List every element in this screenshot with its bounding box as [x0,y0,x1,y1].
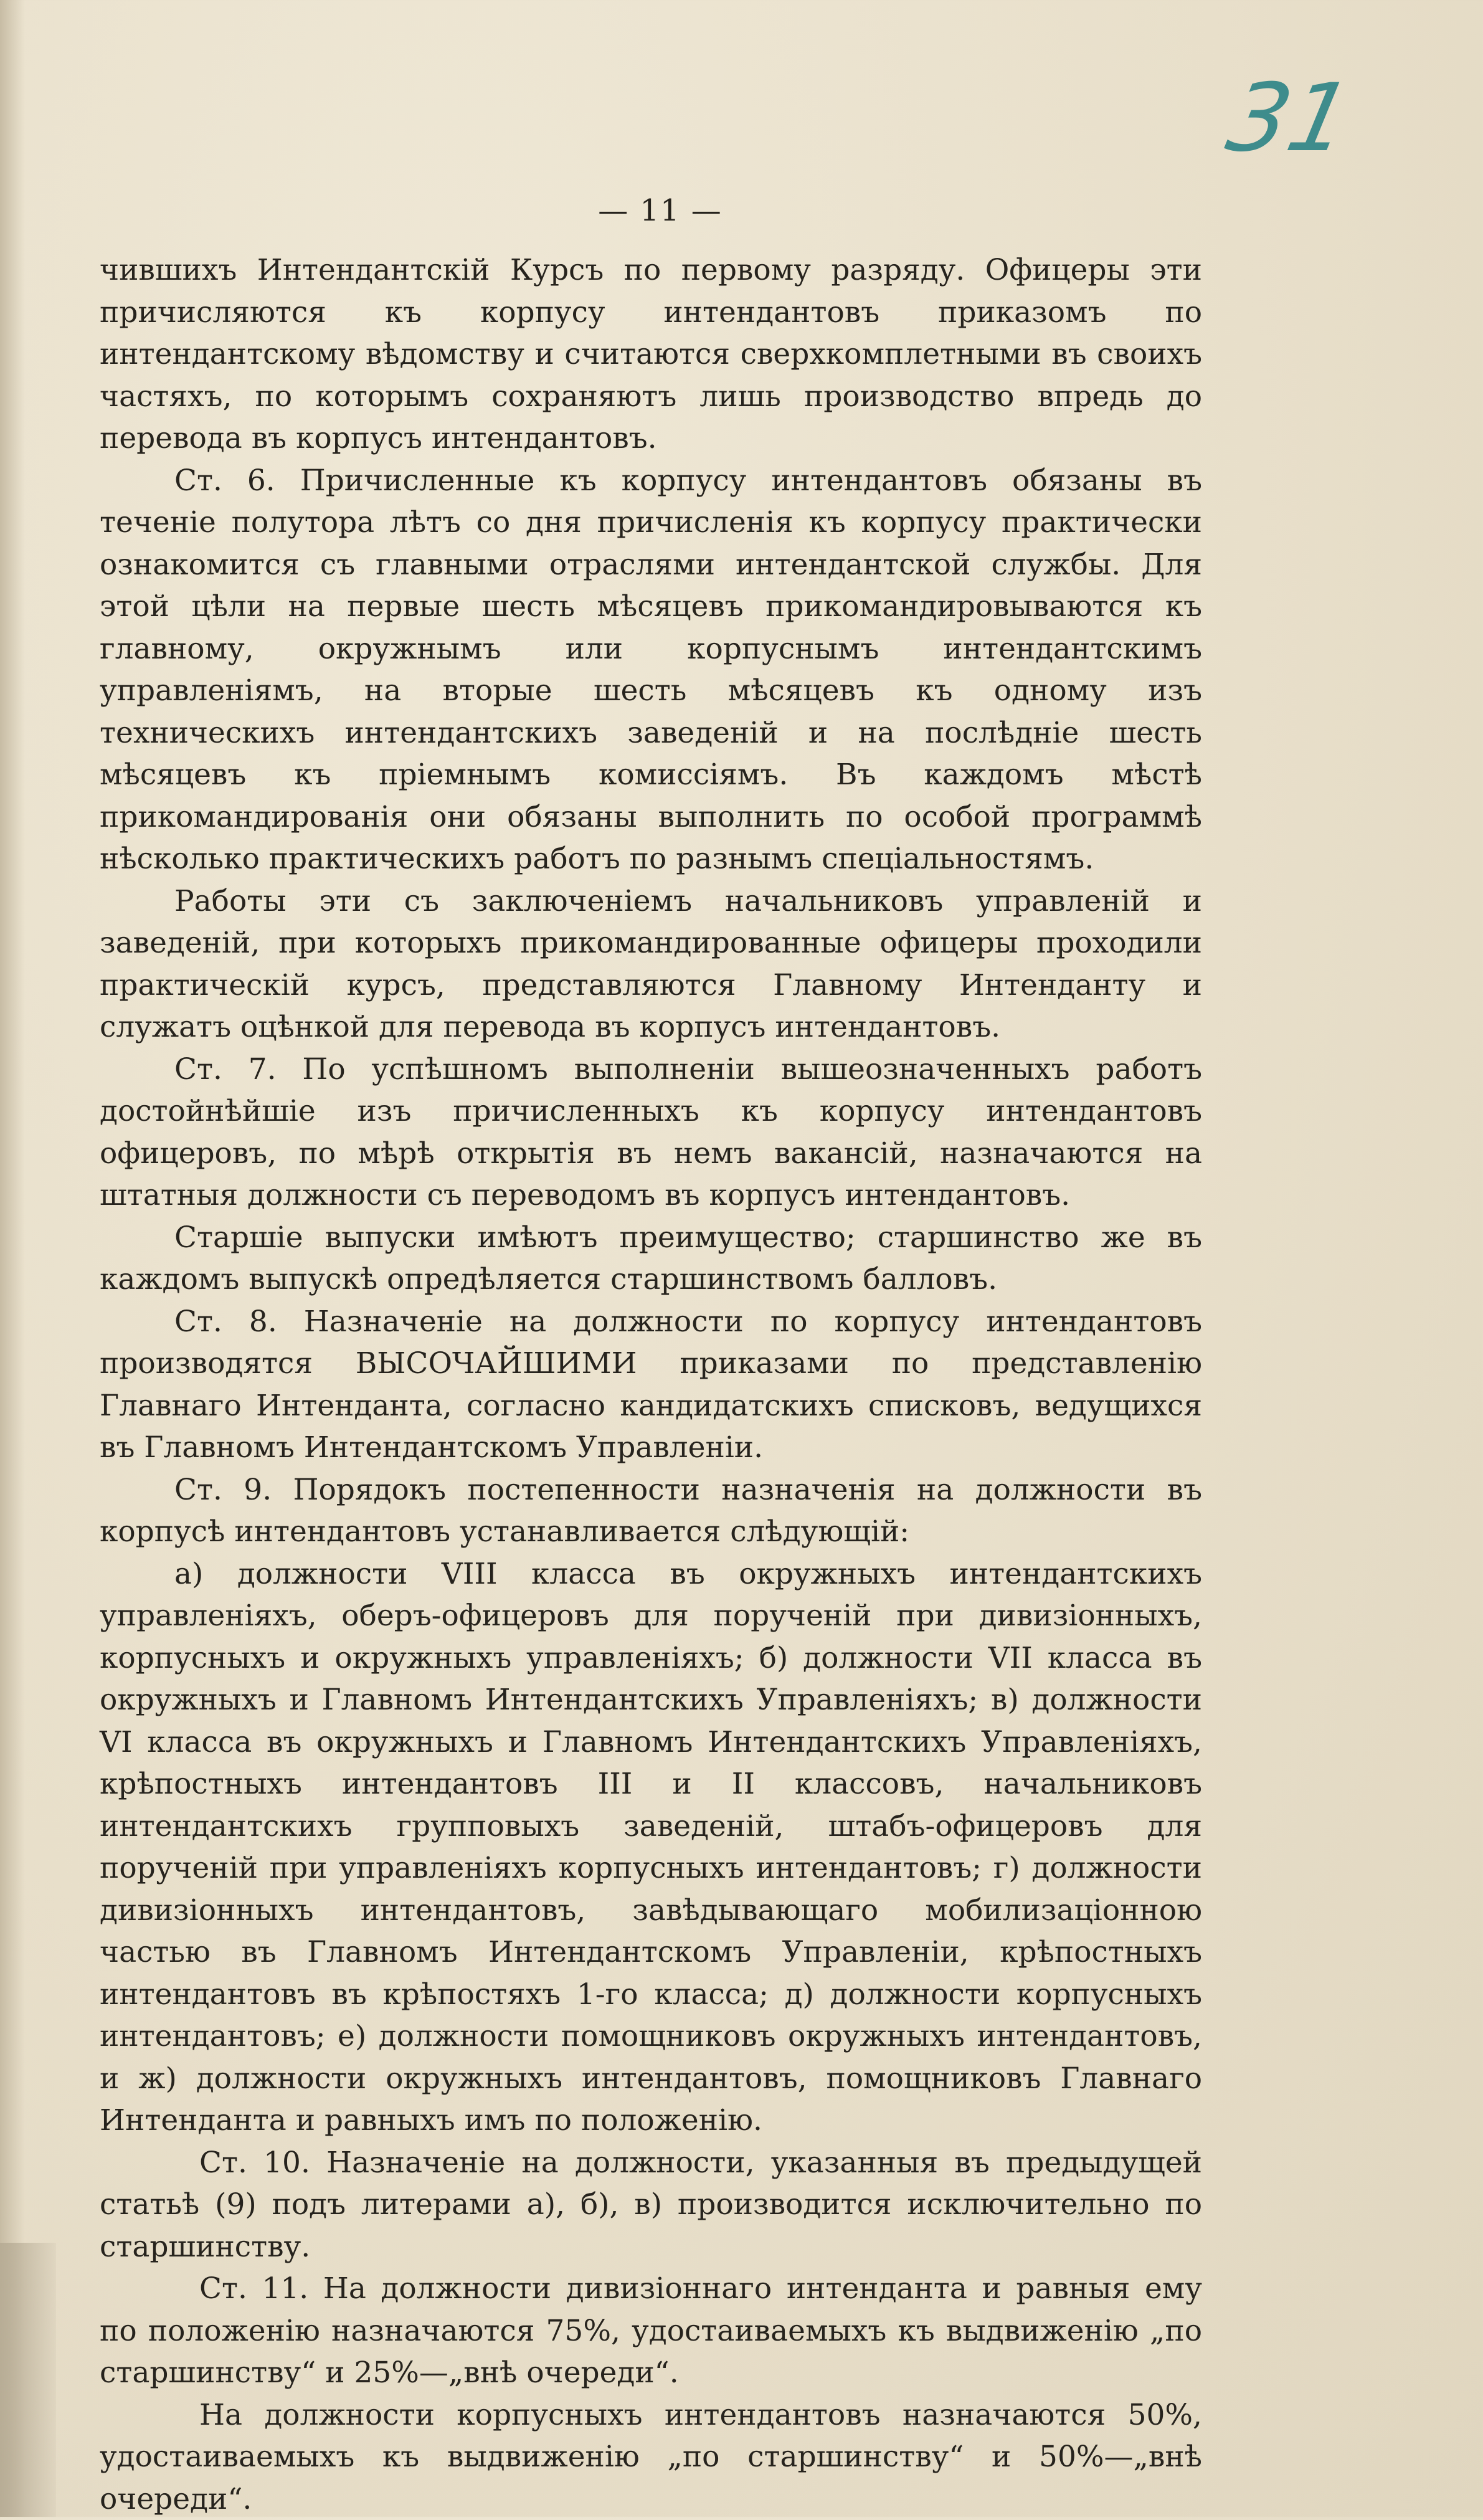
page-torn-corner [0,2243,56,2517]
page-left-edge-shadow [0,0,25,2517]
page-number: — 11 — [585,193,735,228]
paragraph-article-7: Ст. 7. По успѣшномъ выполненіи вышеозначенныхъ работъ достойнѣйшіе изъ причисленныхъ къ корпусу интендантовъ офицеровъ, по мѣрѣ открытія въ немъ вакансій, назначаются на штатныя должности съ переводомъ въ корпусъ интендантовъ. [100,1048,1202,1217]
paragraph-continuation: чившихъ Интендантскій Курсъ по первому разряду. Офицеры эти причисляются къ корпусу интендантовъ приказомъ по интендантскому вѣдомству и считаются сверхкомплетными въ своихъ частяхъ, по которымъ сохраняютъ лишь производство впредь до перевода въ корпусъ интендантовъ. [100,249,1202,460]
paragraph-corps-intendants: На должности корпусныхъ интендантовъ назначаются 50%, удостаиваемыхъ къ выдвиженію „по старшинству“ и 50%—„внѣ очереди“. [100,2394,1202,2520]
paragraph-article-8: Ст. 8. Назначеніе на должности по корпусу интендантовъ производятся ВЫСОЧАЙШИМИ приказами по представленію Главнаго Интенданта, согласно кандидатскихъ списковъ, ведущихся въ Главномъ Интендантскомъ Управленіи. [100,1301,1202,1469]
paragraph-article-6: Ст. 6. Причисленные къ корпусу интендантовъ обязаны въ теченіе полутора лѣтъ со дня причисленія къ корпусу практически ознакомится съ главными отраслями интендантской службы. Для этой цѣли на первые шесть мѣсяцевъ прикомандировываются къ главному, окружнымъ или корпуснымъ интендантскимъ управленіямъ, на вторые шесть мѣсяцевъ къ одному изъ техническихъ интендантскихъ заведеній и на послѣдніе шесть мѣсяцевъ къ пріемнымъ комиссіямъ. Въ каждомъ мѣстѣ прикомандированія они обязаны выполнить по особой программѣ нѣсколько практическихъ работъ по разнымъ спеціальностямъ. [100,460,1202,880]
paragraph-article-9-list: а) должности VIII класса въ окружныхъ интендантскихъ управленіяхъ, оберъ-офицеровъ для порученій при дивизіонныхъ, корпусныхъ и окружныхъ управленіяхъ; б) должности VII класса въ окружныхъ и Главномъ Интендантскихъ Управленіяхъ; в) должности VI класса въ окружныхъ и Главномъ Интендантскихъ Управленіяхъ, крѣпостныхъ интендантовъ III и II классовъ, начальниковъ интендантскихъ групповыхъ заведеній, штабъ-офицеровъ для порученій при управленіяхъ корпусныхъ интендантовъ; г) должности дивизіонныхъ интендантовъ, завѣдывающаго мобилизаціонною частью въ Главномъ Интендантскомъ Управленіи, крѣпостныхъ интендантовъ въ крѣпостяхъ 1-го класса; д) должности корпусныхъ интендантовъ; е) должности помощниковъ окружныхъ интендантовъ, и ж) должности окружныхъ интендантовъ, помощниковъ Главнаго Интенданта и равныхъ имъ по положенію. [100,1553,1202,2142]
paragraph-seniority: Старшіе выпуски имѣютъ преимущество; старшинство же въ каждомъ выпускѣ опредѣляется старшинствомъ балловъ. [100,1217,1202,1301]
document-body [100,249,1202,2520]
paragraph-works: Работы эти съ заключеніемъ начальниковъ управленій и заведеній, при которыхъ прикомандированные офицеры проходили практическій курсъ, представляются Главному Интенданту и служатъ оцѣнкой для перевода въ корпусъ интендантовъ. [100,880,1202,1048]
paragraph-article-11: Ст. 11. На должности дивизіоннаго интенданта и равныя ему по положенію назначаются 75%, удостаиваемыхъ къ выдвиженію „по старшинству“ и 25%—„внѣ очереди“. [100,2268,1202,2394]
paragraph-article-9: Ст. 9. Порядокъ постепенности назначенія на должности въ корпусѣ интендантовъ устанавливается слѣдующій: [100,1469,1202,1553]
paragraph-article-10: Ст. 10. Назначеніе на должности, указанныя въ предыдущей статьѣ (9) подъ литерами а), б), в) производится исключительно по старшинству. [100,2142,1202,2268]
archive-folio-number: 31 [1220,69,1353,168]
